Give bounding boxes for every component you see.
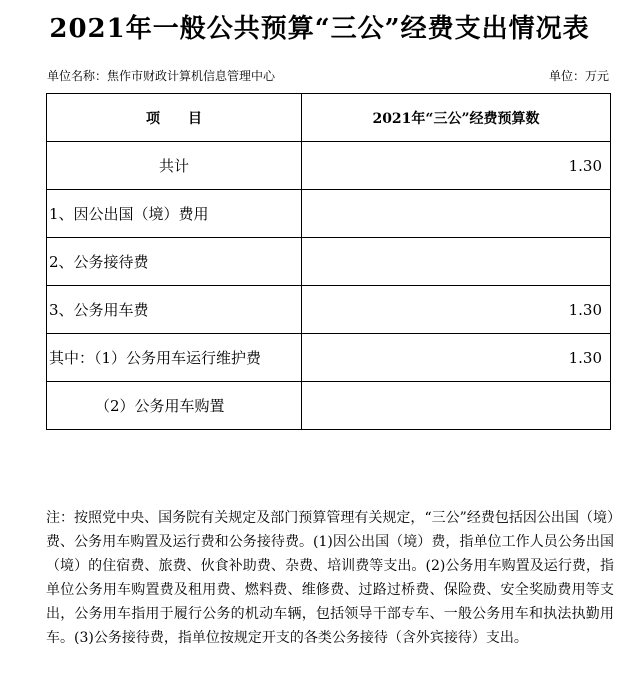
- currency-unit-label: 单位：万元: [548, 69, 609, 83]
- row-value: 1.30: [302, 142, 611, 190]
- row-name: 其中：（1）公务用车运行维护费: [47, 334, 302, 382]
- row-value: 1.30: [302, 286, 611, 334]
- table-row: [47, 238, 611, 286]
- table-row: [47, 382, 611, 430]
- row-value: [302, 238, 611, 286]
- row-name: 3、公务用车费: [47, 286, 302, 334]
- table-row: [47, 286, 611, 334]
- table-row: [47, 334, 611, 382]
- footnote: 注：按照党中央、国务院有关规定及部门预算管理有关规定，“三公”经费包括因公出国（境）费、公务用车购置及运行费和公务接待费。(1)因公出国（境）费，指单位工作人员公务出国（境）的住宿费、旅费、伙食补助费、杂费、培训费等支出。(2)公务用车购置及运行费，指单位公务用车购置费及租用费、燃料费、维修费、过路过桥费、保险费、安全奖励费用等支出，公务用车指用于履行公务的机动车辆，包括领导干部专车、一般公务用车和执法执勤用车。(3)公务接待费，指单位按规定开支的各类公务接待（含外宾接待）支出。: [46, 510, 614, 646]
- row-name: 共计: [47, 142, 302, 190]
- row-value: [302, 382, 611, 430]
- header-budget: 2021年“三公”经费预算数: [302, 94, 611, 142]
- table-row: [47, 142, 611, 190]
- budget-table: [46, 93, 611, 430]
- table-header-row: [47, 94, 611, 142]
- row-name: 1、因公出国（境）费用: [47, 190, 302, 238]
- page-title: 2021年一般公共预算“三公”经费支出情况表: [49, 14, 590, 44]
- row-value: [302, 190, 611, 238]
- row-name: （2）公务用车购置: [47, 382, 302, 430]
- row-name: 2、公务接待费: [47, 238, 302, 286]
- header-item: 项 目: [47, 94, 302, 142]
- unit-name-label: 单位名称：焦作市财政计算机信息管理中心: [47, 69, 276, 83]
- table-row: [47, 190, 611, 238]
- row-value: 1.30: [302, 334, 611, 382]
